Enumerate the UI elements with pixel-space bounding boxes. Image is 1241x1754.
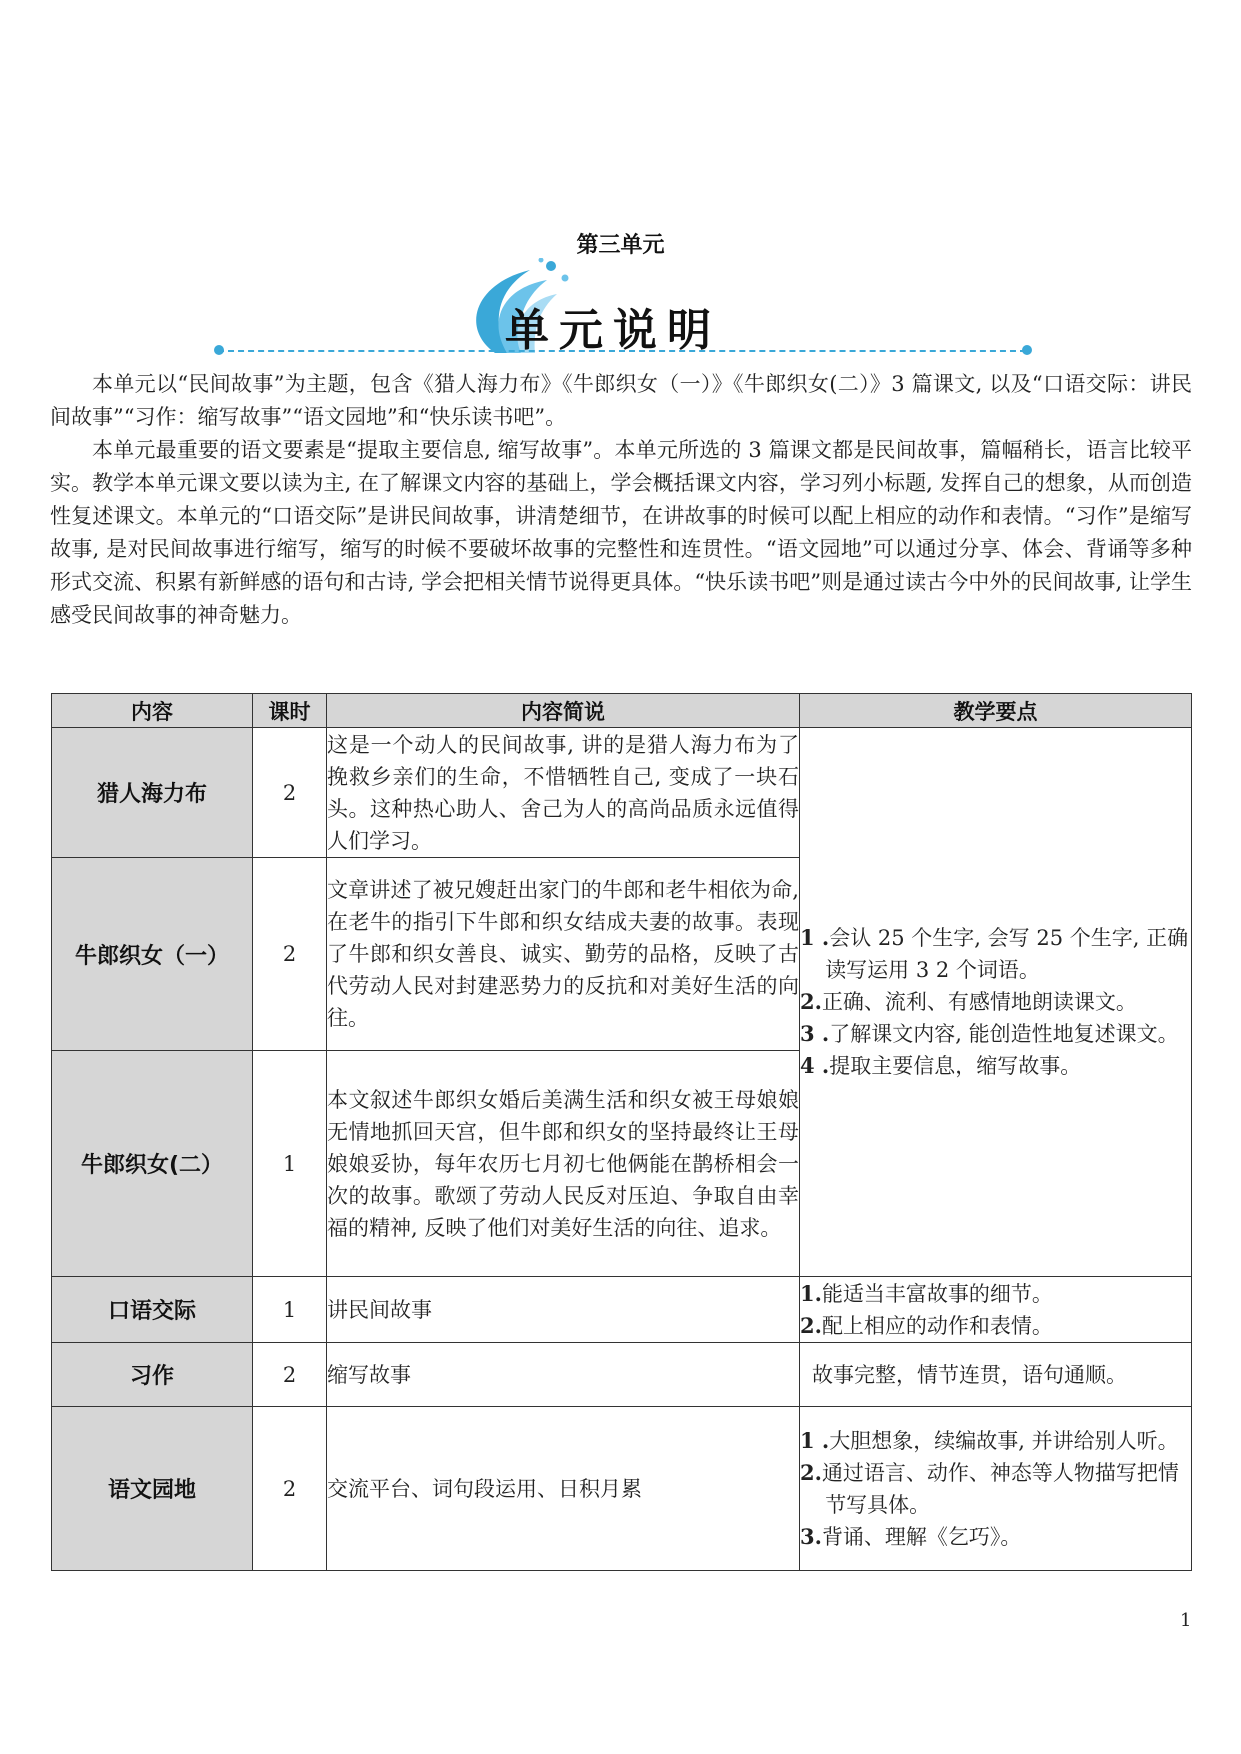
divider-dot-right [1022,345,1032,355]
table-row [52,1407,1192,1571]
lesson-hours: 2 [253,1407,327,1571]
lesson-name: 猎人海力布 [52,728,253,858]
lesson-hours: 2 [253,1343,327,1407]
table-row [52,728,1192,858]
lesson-summary: 缩写故事 [327,1343,800,1407]
unit-label: 第三单元 [576,233,665,258]
lesson-summary: 讲民间故事 [327,1277,800,1343]
lesson-name: 牛郎织女(二） [52,1051,253,1277]
lesson-name: 口语交际 [52,1277,253,1343]
header-key-points: 教学要点 [800,694,1192,728]
unit-table [51,693,1192,1571]
header-content: 内容 [52,694,253,728]
lesson-summary: 本文叙述牛郎织女婚后美满生活和织女被王母娘娘无情地抓回天宫，但牛郎和织女的坚持最终让王母娘娘妥协，每年农历七月初七他俩能在鹊桥相会一次的故事。歌颂了劳动人民反对压迫、争取自由幸福的精神, 反映了他们对美好生活的向往、追求。 [327,1051,800,1277]
key-point-item: 3.背诵、理解《乞巧》。 [800,1523,1022,1549]
key-point-item: 1 .大胆想象，续编故事, 并讲给别人听。 [800,1427,1179,1453]
lesson-hours: 2 [253,858,327,1051]
intro-paragraph-1: 本单元以“民间故事”为主题，包含《猎人海力布》《牛郎织女（一）》《牛郎织女(二）》3 篇课文, 以及“口语交际：讲民间故事”“习作：缩写故事”“语文园地”和“快乐读书吧”。 [50,372,1192,429]
key-point-text: 故事完整，情节连贯，语句通顺。 [812,1362,1127,1387]
lesson-name: 牛郎织女（一） [52,858,253,1051]
key-points-garden [800,1407,1192,1571]
banner-title: 单元说明 [505,305,721,356]
lesson-name: 语文园地 [52,1407,253,1571]
lesson-summary: 这是一个动人的民间故事, 讲的是猎人海力布为了挽救乡亲们的生命，不惜牺牲自己, 变成了一块石头。这种热心助人、舍己为人的高尚品质永远值得人们学习。 [327,728,800,858]
key-points-group [800,728,1192,1277]
table-row [52,1343,1192,1407]
key-points-oral [800,1277,1192,1343]
key-point-item: 1.能适当丰富故事的细节。 [800,1280,1053,1306]
table-row [52,1277,1192,1343]
header-hours: 课时 [253,694,327,728]
key-point-item: 3 .了解课文内容, 能创造性地复述课文。 [800,1021,1179,1046]
key-point-item: 2.正确、流利、有感情地朗读课文。 [800,989,1137,1014]
lesson-summary: 文章讲述了被兄嫂赶出家门的牛郎和老牛相依为命, 在老牛的指引下牛郎和织女结成夫妻的故事。表现了牛郎和织女善良、诚实、勤劳的品格，反映了古代劳动人民对封建恶势力的反抗和对美好生活的向往。 [327,858,800,1051]
key-point-item: 2.配上相应的动作和表情。 [800,1312,1053,1338]
key-point-item: 4 .提取主要信息，缩写故事。 [800,1053,1082,1078]
lesson-name: 习作 [52,1343,253,1407]
unit-intro [50,368,1192,632]
lesson-hours: 1 [253,1051,327,1277]
divider-dot-left [214,345,224,355]
intro-paragraph-2: 本单元最重要的语文要素是“提取主要信息, 缩写故事”。本单元所选的 3 篇课文都是民间故事，篇幅稍长，语言比较平实。教学本单元课文要以读为主, 在了解课文内容的基础上，学会概括课文内容，学习列小标题, 发挥自己的想象，从而创造性复述课文。本单元的“口语交际”是讲民间故事，讲清楚细节，在讲故事的时候可以配上相应的动作和表情。“习作”是缩写故事, 是对民间故事进行缩写，缩写的时候不要破坏故事的完整性和连贯性。“语文园地”可以通过分享、体会、背诵等多种形式交流、积累有新鲜感的语句和古诗, 学会把相关情节说得更具体。“快乐读书吧”则是通过读古今中外的民间故事, 让学生感受民间故事的神奇魅力。 [50,438,1192,627]
key-points-writing [800,1343,1192,1407]
dashed-divider [218,350,1026,352]
header-summary: 内容简说 [327,694,800,728]
lesson-summary: 交流平台、词句段运用、日积月累 [327,1407,800,1571]
page-number: 1 [1180,1610,1192,1631]
key-point-item: 1 .会认 25 个生字, 会写 25 个生字, 正确读写运用 3 2 个词语。 [800,925,1189,982]
lesson-hours: 1 [253,1277,327,1343]
lesson-hours: 2 [253,728,327,858]
key-point-item: 2.通过语言、动作、神态等人物描写把情节写具体。 [800,1459,1179,1517]
table-header-row [52,694,1192,728]
